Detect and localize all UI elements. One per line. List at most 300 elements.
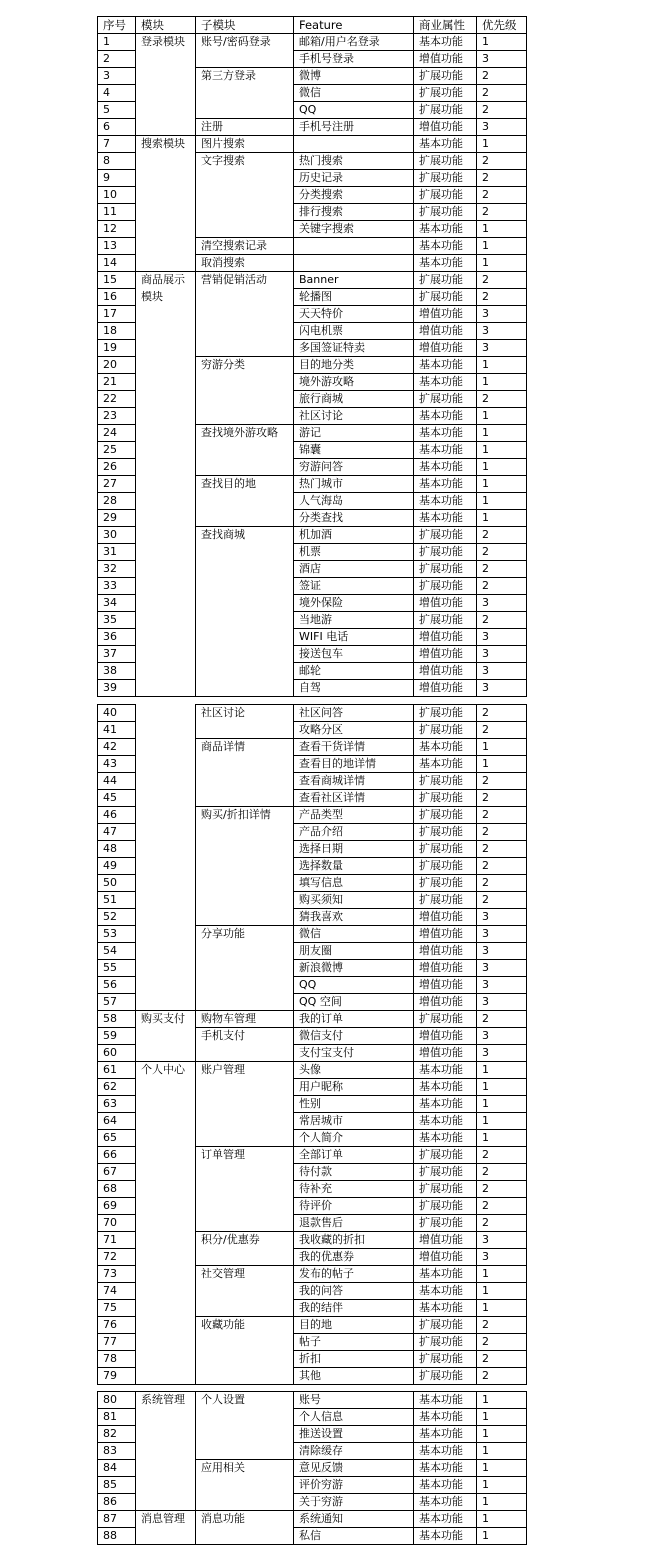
- cell-feature: WIFI 电话: [294, 629, 414, 646]
- cell-index: 30: [98, 527, 136, 544]
- cell-submodule: [196, 510, 294, 527]
- cell-submodule: [196, 892, 294, 909]
- cell-submodule: [196, 1079, 294, 1096]
- cell-feature: 穷游问答: [294, 459, 414, 476]
- cell-business-attr: 扩展功能: [414, 527, 477, 544]
- table-row: [98, 1096, 527, 1113]
- cell-business-attr: 基本功能: [414, 1528, 477, 1545]
- cell-module: [136, 1147, 196, 1164]
- table-row: [98, 1317, 527, 1334]
- cell-business-attr: 扩展功能: [414, 544, 477, 561]
- cell-business-attr: 基本功能: [414, 459, 477, 476]
- cell-priority: 2: [477, 1215, 527, 1232]
- cell-module: [136, 629, 196, 646]
- table-row: [98, 51, 527, 68]
- cell-index: 70: [98, 1215, 136, 1232]
- cell-business-attr: 增值功能: [414, 51, 477, 68]
- cell-submodule: [196, 994, 294, 1011]
- cell-priority: 1: [477, 1460, 527, 1477]
- cell-feature: 目的地: [294, 1317, 414, 1334]
- cell-priority: 2: [477, 272, 527, 289]
- cell-priority: 2: [477, 773, 527, 790]
- table-row: [98, 68, 527, 85]
- cell-submodule: 图片搜索: [196, 136, 294, 153]
- cell-priority: 1: [477, 1130, 527, 1147]
- cell-submodule: [196, 858, 294, 875]
- cell-submodule: [196, 374, 294, 391]
- table-row: [98, 1528, 527, 1545]
- column-header: 商业属性: [414, 17, 477, 34]
- cell-index: 28: [98, 493, 136, 510]
- table-row: [98, 1249, 527, 1266]
- cell-priority: 1: [477, 510, 527, 527]
- cell-feature: 常居城市: [294, 1113, 414, 1130]
- table-row: [98, 425, 527, 442]
- cell-module: 登录模块: [136, 34, 196, 51]
- cell-priority: 2: [477, 187, 527, 204]
- cell-priority: 2: [477, 1368, 527, 1385]
- cell-priority: 2: [477, 85, 527, 102]
- table-row: [98, 238, 527, 255]
- cell-module: 搜索模块: [136, 136, 196, 153]
- cell-business-attr: 扩展功能: [414, 841, 477, 858]
- cell-module: [136, 1300, 196, 1317]
- cell-priority: 3: [477, 306, 527, 323]
- cell-submodule: [196, 1351, 294, 1368]
- cell-index: 9: [98, 170, 136, 187]
- table-row: [98, 340, 527, 357]
- cell-business-attr: 扩展功能: [414, 807, 477, 824]
- cell-index: 76: [98, 1317, 136, 1334]
- cell-index: 68: [98, 1181, 136, 1198]
- cell-business-attr: 增值功能: [414, 926, 477, 943]
- cell-feature: 性别: [294, 1096, 414, 1113]
- cell-priority: 1: [477, 1511, 527, 1528]
- cell-submodule: [196, 977, 294, 994]
- cell-feature: 推送设置: [294, 1426, 414, 1443]
- cell-module: [136, 1079, 196, 1096]
- cell-index: 86: [98, 1494, 136, 1511]
- cell-feature: 个人简介: [294, 1130, 414, 1147]
- cell-submodule: 查找境外游攻略: [196, 425, 294, 442]
- cell-submodule: [196, 187, 294, 204]
- cell-priority: 3: [477, 943, 527, 960]
- table-row: [98, 790, 527, 807]
- cell-feature: 手机号登录: [294, 51, 414, 68]
- cell-submodule: 查找目的地: [196, 476, 294, 493]
- cell-module: [136, 1368, 196, 1385]
- cell-priority: 1: [477, 408, 527, 425]
- cell-feature: 接送包车: [294, 646, 414, 663]
- cell-module: [136, 408, 196, 425]
- cell-priority: 2: [477, 824, 527, 841]
- cell-feature: 意见反馈: [294, 1460, 414, 1477]
- cell-priority: 3: [477, 646, 527, 663]
- cell-business-attr: 扩展功能: [414, 561, 477, 578]
- table-row: [98, 1334, 527, 1351]
- cell-business-attr: 扩展功能: [414, 1198, 477, 1215]
- cell-index: 41: [98, 722, 136, 739]
- table-row: [98, 663, 527, 680]
- cell-index: 81: [98, 1409, 136, 1426]
- cell-module: [136, 221, 196, 238]
- table-row: [98, 1130, 527, 1147]
- cell-business-attr: 扩展功能: [414, 1317, 477, 1334]
- cell-index: 49: [98, 858, 136, 875]
- table-row: [98, 875, 527, 892]
- cell-feature: 待付款: [294, 1164, 414, 1181]
- cell-business-attr: 增值功能: [414, 1232, 477, 1249]
- cell-feature: 社区问答: [294, 705, 414, 722]
- table-row: [98, 1028, 527, 1045]
- cell-submodule: [196, 1113, 294, 1130]
- cell-module: [136, 238, 196, 255]
- cell-feature: 微博: [294, 68, 414, 85]
- cell-feature: 旅行商城: [294, 391, 414, 408]
- cell-business-attr: 基本功能: [414, 374, 477, 391]
- cell-index: 23: [98, 408, 136, 425]
- cell-feature: 机票: [294, 544, 414, 561]
- cell-submodule: [196, 1409, 294, 1426]
- cell-business-attr: 扩展功能: [414, 1334, 477, 1351]
- table-row: [98, 960, 527, 977]
- table-row: [98, 943, 527, 960]
- cell-priority: 1: [477, 1426, 527, 1443]
- cell-business-attr: 扩展功能: [414, 153, 477, 170]
- cell-priority: 1: [477, 459, 527, 476]
- cell-business-attr: 基本功能: [414, 255, 477, 272]
- cell-priority: 3: [477, 323, 527, 340]
- cell-submodule: [196, 204, 294, 221]
- cell-priority: 1: [477, 1443, 527, 1460]
- table-row: [98, 102, 527, 119]
- cell-feature: [294, 255, 414, 272]
- cell-module: [136, 858, 196, 875]
- cell-priority: 2: [477, 544, 527, 561]
- cell-business-attr: 扩展功能: [414, 875, 477, 892]
- cell-submodule: [196, 544, 294, 561]
- cell-business-attr: 扩展功能: [414, 1011, 477, 1028]
- column-header: 优先级: [477, 17, 527, 34]
- cell-business-attr: 扩展功能: [414, 705, 477, 722]
- cell-business-attr: 增值功能: [414, 1045, 477, 1062]
- cell-feature: 查看社区详情: [294, 790, 414, 807]
- cell-business-attr: 基本功能: [414, 1300, 477, 1317]
- cell-index: 8: [98, 153, 136, 170]
- cell-priority: 2: [477, 204, 527, 221]
- cell-business-attr: 增值功能: [414, 323, 477, 340]
- cell-priority: 1: [477, 1062, 527, 1079]
- cell-index: 26: [98, 459, 136, 476]
- cell-business-attr: 扩展功能: [414, 578, 477, 595]
- cell-feature: 产品类型: [294, 807, 414, 824]
- cell-module: [136, 1164, 196, 1181]
- cell-index: 40: [98, 705, 136, 722]
- cell-module: [136, 646, 196, 663]
- cell-module: [136, 425, 196, 442]
- cell-feature: 选择日期: [294, 841, 414, 858]
- table-row: [98, 1198, 527, 1215]
- cell-business-attr: 增值功能: [414, 629, 477, 646]
- cell-module: [136, 1494, 196, 1511]
- cell-feature: 历史记录: [294, 170, 414, 187]
- cell-module: [136, 510, 196, 527]
- table-row: [98, 170, 527, 187]
- cell-submodule: [196, 1528, 294, 1545]
- table-row: [98, 1477, 527, 1494]
- cell-module: [136, 1443, 196, 1460]
- cell-index: 36: [98, 629, 136, 646]
- cell-module: [136, 1045, 196, 1062]
- cell-module: [136, 323, 196, 340]
- cell-priority: 2: [477, 1351, 527, 1368]
- cell-priority: 3: [477, 1028, 527, 1045]
- cell-business-attr: 基本功能: [414, 1062, 477, 1079]
- table-row: [98, 824, 527, 841]
- cell-submodule: 购物车管理: [196, 1011, 294, 1028]
- table-row: [98, 1045, 527, 1062]
- cell-module: [136, 960, 196, 977]
- cell-submodule: [196, 943, 294, 960]
- cell-submodule: 订单管理: [196, 1147, 294, 1164]
- cell-business-attr: 基本功能: [414, 1494, 477, 1511]
- cell-index: 24: [98, 425, 136, 442]
- cell-module: [136, 578, 196, 595]
- cell-priority: 1: [477, 739, 527, 756]
- cell-index: 39: [98, 680, 136, 697]
- cell-priority: 1: [477, 1079, 527, 1096]
- cell-module: [136, 68, 196, 85]
- cell-index: 59: [98, 1028, 136, 1045]
- cell-priority: 3: [477, 119, 527, 136]
- cell-business-attr: 基本功能: [414, 493, 477, 510]
- cell-business-attr: 基本功能: [414, 1409, 477, 1426]
- cell-business-attr: 扩展功能: [414, 170, 477, 187]
- table-row: [98, 1351, 527, 1368]
- cell-business-attr: 扩展功能: [414, 824, 477, 841]
- table-row: [98, 629, 527, 646]
- cell-submodule: [196, 595, 294, 612]
- cell-index: 82: [98, 1426, 136, 1443]
- cell-business-attr: 基本功能: [414, 442, 477, 459]
- cell-module: 系统管理: [136, 1392, 196, 1409]
- cell-module: 个人中心: [136, 1062, 196, 1079]
- cell-index: 72: [98, 1249, 136, 1266]
- cell-submodule: [196, 1494, 294, 1511]
- cell-business-attr: 扩展功能: [414, 892, 477, 909]
- cell-submodule: 穷游分类: [196, 357, 294, 374]
- cell-feature: 购买须知: [294, 892, 414, 909]
- cell-feature: 填写信息: [294, 875, 414, 892]
- cell-module: [136, 1232, 196, 1249]
- cell-index: 11: [98, 204, 136, 221]
- cell-module: [136, 306, 196, 323]
- cell-feature: 查看商城详情: [294, 773, 414, 790]
- table-row: [98, 1181, 527, 1198]
- cell-business-attr: 扩展功能: [414, 289, 477, 306]
- cell-priority: 3: [477, 926, 527, 943]
- cell-priority: 3: [477, 1045, 527, 1062]
- table-row: [98, 773, 527, 790]
- cell-priority: 1: [477, 493, 527, 510]
- table-row: [98, 153, 527, 170]
- cell-priority: 2: [477, 1334, 527, 1351]
- cell-priority: 3: [477, 340, 527, 357]
- cell-priority: 1: [477, 1528, 527, 1545]
- cell-module: [136, 1130, 196, 1147]
- cell-submodule: 取消搜索: [196, 255, 294, 272]
- cell-submodule: [196, 102, 294, 119]
- cell-business-attr: 增值功能: [414, 119, 477, 136]
- cell-feature: 选择数量: [294, 858, 414, 875]
- cell-index: 60: [98, 1045, 136, 1062]
- cell-module: [136, 527, 196, 544]
- cell-business-attr: 扩展功能: [414, 1147, 477, 1164]
- table-row: [98, 756, 527, 773]
- table-row: [98, 595, 527, 612]
- cell-feature: 系统通知: [294, 1511, 414, 1528]
- cell-priority: 2: [477, 527, 527, 544]
- cell-business-attr: 基本功能: [414, 739, 477, 756]
- cell-feature: 退款售后: [294, 1215, 414, 1232]
- table-row: [98, 1460, 527, 1477]
- cell-business-attr: 增值功能: [414, 977, 477, 994]
- cell-priority: 2: [477, 705, 527, 722]
- cell-submodule: 查找商城: [196, 527, 294, 544]
- cell-index: 83: [98, 1443, 136, 1460]
- cell-feature: 我的优惠券: [294, 1249, 414, 1266]
- cell-business-attr: 扩展功能: [414, 722, 477, 739]
- cell-index: 3: [98, 68, 136, 85]
- cell-index: 77: [98, 1334, 136, 1351]
- cell-submodule: [196, 1130, 294, 1147]
- cell-index: 19: [98, 340, 136, 357]
- cell-index: 88: [98, 1528, 136, 1545]
- cell-business-attr: 增值功能: [414, 1028, 477, 1045]
- cell-feature: 私信: [294, 1528, 414, 1545]
- cell-priority: 3: [477, 909, 527, 926]
- cell-index: 7: [98, 136, 136, 153]
- cell-index: 18: [98, 323, 136, 340]
- table-row: [98, 255, 527, 272]
- cell-feature: 热门搜索: [294, 153, 414, 170]
- cell-index: 17: [98, 306, 136, 323]
- cell-priority: 3: [477, 1249, 527, 1266]
- cell-submodule: 账号/密码登录: [196, 34, 294, 51]
- cell-submodule: 个人设置: [196, 1392, 294, 1409]
- cell-module: [136, 977, 196, 994]
- cell-priority: 1: [477, 136, 527, 153]
- cell-submodule: [196, 1283, 294, 1300]
- cell-feature: 锦囊: [294, 442, 414, 459]
- cell-feature: 天天特价: [294, 306, 414, 323]
- cell-business-attr: 基本功能: [414, 1426, 477, 1443]
- cell-feature: 社区讨论: [294, 408, 414, 425]
- table-row: [98, 1283, 527, 1300]
- cell-module: [136, 705, 196, 722]
- cell-business-attr: 扩展功能: [414, 1181, 477, 1198]
- cell-priority: 2: [477, 722, 527, 739]
- cell-feature: [294, 136, 414, 153]
- cell-module: [136, 807, 196, 824]
- table-row: [98, 1494, 527, 1511]
- cell-priority: 1: [477, 221, 527, 238]
- cell-submodule: [196, 221, 294, 238]
- cell-index: 13: [98, 238, 136, 255]
- cell-priority: 2: [477, 875, 527, 892]
- cell-submodule: [196, 680, 294, 697]
- cell-priority: 1: [477, 756, 527, 773]
- cell-business-attr: 基本功能: [414, 476, 477, 493]
- cell-module: [136, 841, 196, 858]
- cell-index: 33: [98, 578, 136, 595]
- cell-module: [136, 51, 196, 68]
- cell-index: 65: [98, 1130, 136, 1147]
- cell-submodule: 清空搜索记录: [196, 238, 294, 255]
- cell-module: [136, 442, 196, 459]
- cell-priority: 1: [477, 1113, 527, 1130]
- cell-feature: 待补充: [294, 1181, 414, 1198]
- cell-index: 61: [98, 1062, 136, 1079]
- table-row: [98, 1300, 527, 1317]
- cell-submodule: [196, 408, 294, 425]
- cell-business-attr: 基本功能: [414, 1460, 477, 1477]
- table-row: [98, 1079, 527, 1096]
- cell-index: 47: [98, 824, 136, 841]
- cell-index: 57: [98, 994, 136, 1011]
- cell-index: 35: [98, 612, 136, 629]
- cell-feature: 其他: [294, 1368, 414, 1385]
- cell-submodule: [196, 790, 294, 807]
- cell-business-attr: 增值功能: [414, 595, 477, 612]
- cell-module: [136, 1317, 196, 1334]
- cell-index: 66: [98, 1147, 136, 1164]
- table-row: [98, 1409, 527, 1426]
- cell-module: [136, 493, 196, 510]
- table-row: [98, 578, 527, 595]
- cell-module: [136, 1096, 196, 1113]
- cell-business-attr: 基本功能: [414, 408, 477, 425]
- cell-priority: 2: [477, 102, 527, 119]
- cell-submodule: 注册: [196, 119, 294, 136]
- cell-feature: 查看干货详情: [294, 739, 414, 756]
- table-row: [98, 1368, 527, 1385]
- cell-priority: 1: [477, 357, 527, 374]
- cell-submodule: [196, 841, 294, 858]
- cell-module: [136, 926, 196, 943]
- cell-feature: 酒店: [294, 561, 414, 578]
- column-header: Feature: [294, 17, 414, 34]
- cell-submodule: [196, 960, 294, 977]
- cell-submodule: 营销促销活动: [196, 272, 294, 289]
- cell-index: 27: [98, 476, 136, 493]
- cell-submodule: [196, 1368, 294, 1385]
- cell-submodule: [196, 875, 294, 892]
- cell-business-attr: 扩展功能: [414, 1215, 477, 1232]
- cell-submodule: 社区讨论: [196, 705, 294, 722]
- cell-module: [136, 892, 196, 909]
- cell-business-attr: 基本功能: [414, 1266, 477, 1283]
- cell-feature: 微信支付: [294, 1028, 414, 1045]
- cell-index: 84: [98, 1460, 136, 1477]
- feature-table-part-3: [97, 1391, 527, 1545]
- cell-priority: 2: [477, 68, 527, 85]
- feature-table-part-1: [97, 16, 527, 697]
- cell-priority: 3: [477, 680, 527, 697]
- cell-priority: 2: [477, 1198, 527, 1215]
- cell-feature: 邮箱/用户名登录: [294, 34, 414, 51]
- cell-feature: 境外保险: [294, 595, 414, 612]
